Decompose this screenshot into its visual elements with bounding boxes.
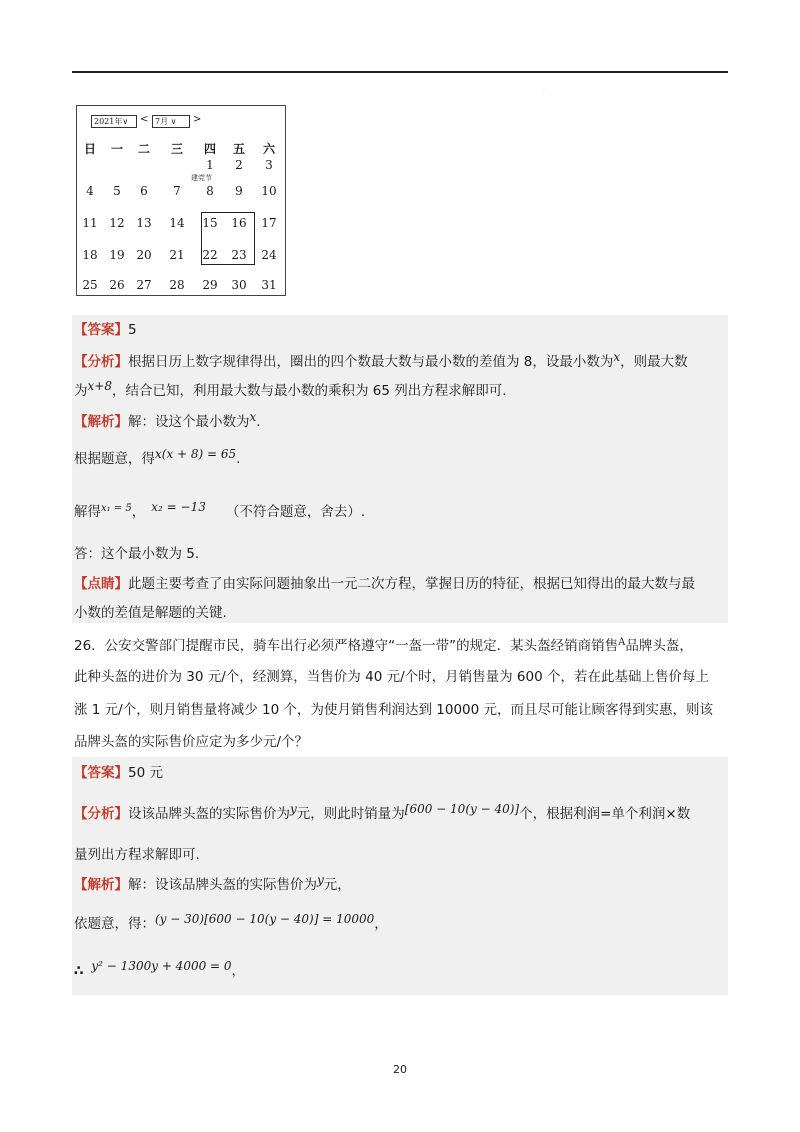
calendar-day[interactable]: 9	[235, 184, 243, 198]
q25-analysis-line2	[74, 379, 507, 400]
question-text: 26．公安交警部门提醒市民，骑车出行必须严格遵守“一盔一带”的规定．某头盔经销商销售	[74, 638, 619, 654]
math-expr: x(x + 8) = 65	[155, 447, 237, 461]
calendar-day[interactable]: 15	[202, 216, 218, 230]
q25-final-answer: 答：这个最小数为 5.	[74, 546, 200, 562]
calendar-day[interactable]: 25	[82, 278, 98, 292]
calendar-day[interactable]: 29	[202, 278, 218, 292]
analysis-text: ，则最大数	[620, 354, 688, 370]
weekday-header: 四	[203, 142, 216, 156]
comment-tag: 【点睛】	[74, 576, 128, 592]
q26-solution-line2	[74, 912, 388, 933]
calendar-day[interactable]: 12	[109, 216, 125, 230]
q25-solution-line1	[74, 410, 261, 431]
analysis-tag: 【分析】	[74, 806, 128, 822]
q25-solution-line2	[74, 447, 241, 468]
answer-tag: 【答案】	[74, 322, 128, 338]
q26-question-line1	[74, 637, 693, 657]
header-mark: .	[543, 85, 545, 92]
calendar-figure	[76, 105, 286, 296]
weekday-header: 六	[262, 142, 275, 156]
page-number: 20	[393, 1063, 407, 1076]
math-var: y	[317, 873, 324, 887]
weekday-header: 二	[137, 142, 150, 156]
analysis-tag: 【分析】	[74, 354, 128, 370]
year-select[interactable]: 2021年∨	[91, 115, 137, 128]
q26-solution-line1	[74, 873, 351, 894]
math-root2: x₂ = −13	[151, 500, 206, 514]
math-var: x	[613, 350, 621, 364]
solution-text: 元，	[323, 877, 351, 893]
weekday-header: 五	[232, 142, 245, 156]
math-expr: [600 − 10(y − 40)]	[404, 802, 520, 816]
holiday-label: 建党节	[191, 174, 212, 182]
next-month-arrow[interactable]: >	[193, 114, 202, 125]
calendar-day[interactable]: 30	[231, 278, 247, 292]
math-root1: x₁ = 5	[101, 503, 132, 514]
calendar-day[interactable]: 10	[261, 184, 277, 198]
calendar-grid	[77, 106, 285, 295]
question-text: 品牌头盔，	[625, 638, 693, 654]
q25-solution-line3	[74, 500, 366, 523]
analysis-text: 设该品牌头盔的实际售价为	[128, 806, 290, 822]
solution-text: 解：设这个最小数为	[128, 414, 250, 430]
q25-comment-line1	[74, 575, 695, 593]
q26-analysis-line1	[74, 802, 691, 823]
solution-text: 依题意，得：	[74, 916, 155, 932]
q26-question-line2: 此种头盔的进价为 30 元/个，经测算，当售价为 40 元/个时，月销售量为 600 个，若在此基础上售价每上	[74, 669, 709, 685]
analysis-text: 元，则此时销量为	[296, 806, 405, 822]
q25-answer-line	[74, 321, 137, 339]
calendar-day[interactable]: 2	[235, 158, 243, 172]
calendar-day[interactable]: 11	[82, 216, 98, 230]
calendar-day[interactable]: 20	[136, 248, 152, 262]
solution-text: ，	[374, 916, 388, 932]
math-var: x	[249, 410, 257, 424]
analysis-text: 个，根据利润=单个利润×数	[519, 806, 691, 822]
math-expr: y² − 1300y + 4000 = 0	[91, 959, 232, 973]
calendar-day[interactable]: 26	[109, 278, 125, 292]
solution-text: 解得	[74, 504, 101, 520]
calendar-day[interactable]: 13	[136, 216, 152, 230]
solution-text: ，	[231, 963, 246, 979]
solution-text: 根据题意，得	[74, 451, 155, 467]
calendar-day[interactable]: 17	[261, 216, 277, 230]
solution-tag: 【解析】	[74, 877, 128, 893]
therefore-symbol: ∴	[74, 963, 84, 979]
calendar-day[interactable]: 28	[169, 278, 185, 292]
calendar-day[interactable]: 21	[169, 248, 185, 262]
q26-question-line4: 品牌头盔的实际售价应定为多少元/个？	[74, 734, 309, 750]
math-var: y	[290, 802, 297, 816]
answer-value: 50 元	[128, 765, 163, 781]
calendar-day[interactable]: 6	[140, 184, 148, 198]
calendar-day[interactable]: 24	[261, 248, 277, 262]
solution-text: .	[256, 414, 261, 430]
q26-analysis-line2: 量列出方程求解即可.	[74, 847, 200, 863]
prev-month-arrow[interactable]: <	[140, 114, 149, 125]
calendar-day[interactable]: 4	[86, 184, 94, 198]
weekday-header: 日	[83, 142, 96, 156]
solution-tag: 【解析】	[74, 414, 128, 430]
analysis-text: 为	[74, 383, 88, 399]
q26-question-line3: 涨 1 元/个，则月销售量将减少 10 个，为使月销售利润达到 10000 元，而且尽可能让顾客得到实惠，则该	[74, 702, 714, 718]
calendar-day[interactable]: 14	[169, 216, 185, 230]
q26-answer-line	[74, 764, 163, 782]
analysis-text: ，结合已知，利用最大数与最小数的乘积为 65 列出方程求解即可.	[111, 383, 507, 399]
month-select[interactable]: 7月 ∨	[152, 115, 190, 128]
math-var: A	[618, 637, 626, 648]
comment-text: 此题主要考查了由实际问题抽象出一元二次方程，掌握日历的特征，根据已知得出的最大数与最	[128, 576, 695, 592]
solution-text: （不符合题意，舍去）.	[225, 504, 366, 520]
calendar-day[interactable]: 31	[261, 278, 277, 292]
circled-square	[201, 212, 255, 265]
weekday-header: 三	[170, 142, 183, 156]
calendar-day[interactable]: 23	[231, 248, 247, 262]
calendar-day[interactable]: 1	[206, 158, 214, 172]
calendar-day[interactable]: 22	[202, 248, 218, 262]
q25-analysis-line1	[74, 350, 688, 371]
calendar-day[interactable]: 7	[173, 184, 181, 198]
header-rule	[72, 71, 728, 73]
calendar-day[interactable]: 18	[82, 248, 98, 262]
weekday-header: 一	[110, 142, 123, 156]
calendar-day[interactable]: 3	[265, 158, 273, 172]
calendar-day[interactable]: 19	[109, 248, 125, 262]
calendar-day[interactable]: 5	[113, 184, 121, 198]
solution-text: 解：设该品牌头盔的实际售价为	[128, 877, 317, 893]
analysis-text: 根据日历上数字规律得出，圈出的四个数最大数与最小数的差值为 8，设最小数为	[128, 354, 614, 370]
solution-text: .	[236, 451, 241, 467]
math-expr: x+8	[87, 379, 112, 393]
answer-value: 5	[128, 322, 137, 338]
solution-text: ，	[131, 504, 146, 520]
q25-comment-line2: 小数的差值是解题的关键.	[74, 605, 227, 621]
answer-tag: 【答案】	[74, 765, 128, 781]
calendar-day[interactable]: 8	[206, 184, 214, 198]
math-expr: (y − 30)[600 − 10(y − 40)] = 10000	[155, 912, 375, 926]
calendar-day[interactable]: 16	[231, 216, 247, 230]
calendar-day[interactable]: 27	[136, 278, 152, 292]
q26-solution-line3	[74, 959, 246, 980]
